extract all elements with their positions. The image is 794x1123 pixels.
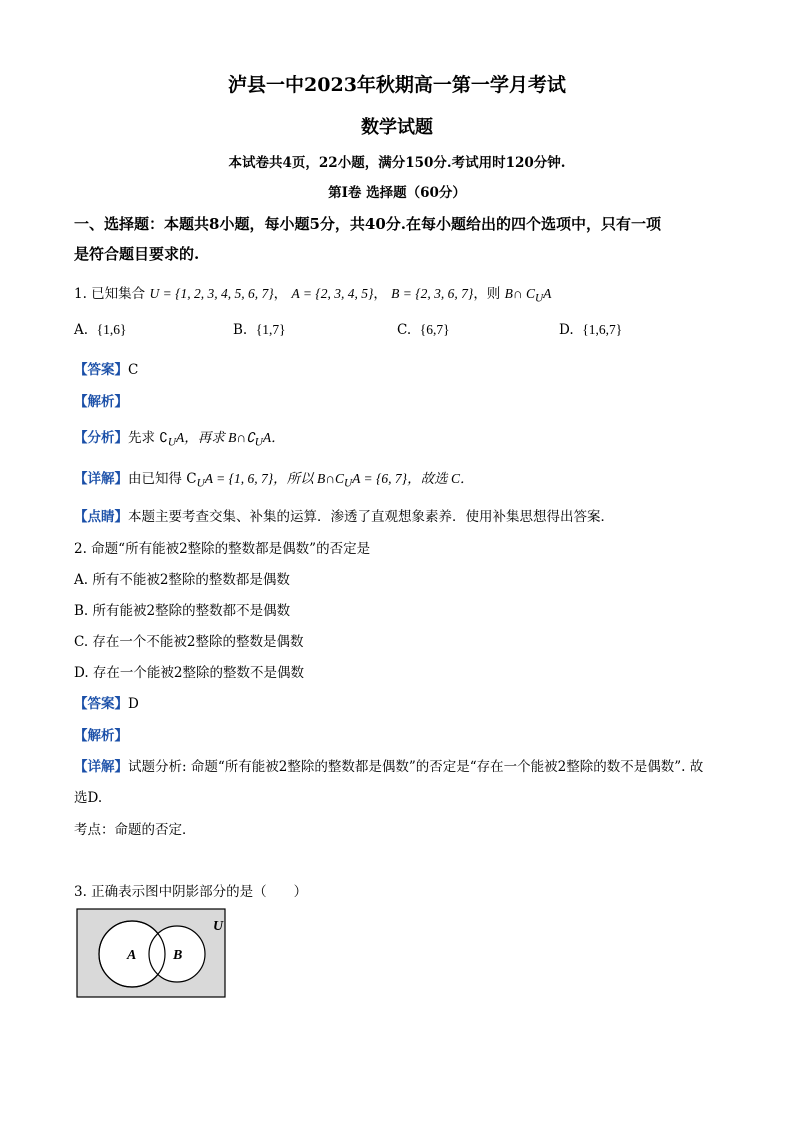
q2-option-a[interactable]: A. 所有不能被2整除的整数都是偶数	[74, 572, 290, 588]
question-2: 2. 命题“所有能被2整除的整数都是偶数”的否定是	[74, 541, 371, 557]
q1-option-c[interactable]: C. {6,7}	[397, 322, 450, 338]
q1-option-d[interactable]: D. {1,6,7}	[559, 322, 623, 338]
exam-info: 本试卷共4页，22小题，满分150分.考试用时120分钟.	[228, 155, 566, 171]
q1-fenxi: 【分析】先求 $∁_UA$，再求 $B\cap∁_UA$．	[74, 430, 285, 449]
section-heading-cont: 是符合题目要求的.	[74, 245, 200, 263]
q2-option-b[interactable]: B. 所有能被2整除的整数都不是偶数	[74, 603, 291, 619]
q1-set-u: U = {1, 2, 3, 4, 5, 6, 7}	[149, 286, 274, 301]
q1-set-a: A = {2, 3, 4, 5}	[291, 286, 374, 301]
q1-answer	[74, 358, 138, 378]
section-heading: 一、选择题：本题共8小题，每小题5分，共40分.在每小题给出的四个选项中，只有一项	[74, 215, 661, 233]
page-title: 泸县一中2023年秋期高一第一学月考试	[228, 74, 566, 96]
venn-label-u: U	[213, 919, 224, 934]
q2-kaodian: 考点：命题的否定．	[74, 822, 196, 838]
q2-analysis-tag: 【解析】	[74, 728, 128, 744]
q1-set-b: B = {2, 3, 6, 7}	[391, 286, 474, 301]
q1-expression: B∩ $C_UA$	[504, 286, 552, 305]
page-subtitle: 数学试题	[361, 117, 433, 138]
q1-detail: 【详解】由已知得 $C_UA = \{1$, 6, 7}，所以 $B\cap C_UA = \{6$, 7}，故选 C．	[74, 471, 474, 490]
q1-option-a[interactable]: A. {1,6}	[74, 322, 127, 338]
question-1: 1. 已知集合 U = {1, 2, 3, 4, 5, 6, 7}， A = {2, 3, 4, 5}， B = {2, 3, 6, 7}，则 B∩ $C_UA$	[74, 286, 552, 305]
venn-label-a: A	[127, 948, 137, 963]
answer-tag: 【答案】	[74, 362, 128, 378]
q1-prefix: 1. 已知集合	[74, 286, 146, 302]
q2-option-d[interactable]: D. 存在一个能被2整除的整数不是偶数	[74, 665, 305, 681]
q1-option-b[interactable]: B. {1,7}	[233, 322, 286, 338]
q1-analysis-tag: 【解析】	[74, 394, 128, 410]
q1-ask: ，则	[473, 286, 501, 302]
venn-diagram	[76, 908, 226, 998]
q2-detail: 【详解】试题分析: 命题“所有能被2整除的整数都是偶数”的否定是“存在一个能被2整除的数不是偶数”. 故	[74, 759, 704, 775]
answer-value: C	[128, 362, 139, 378]
venn-label-b: B	[173, 948, 183, 963]
q2-answer: 【答案】D	[74, 696, 139, 712]
q2-detail-cont: 选D.	[74, 790, 103, 806]
question-3: 3. 正确表示图中阴影部分的是（ ）	[74, 884, 308, 900]
q2-option-c[interactable]: C. 存在一个不能被2整除的整数是偶数	[74, 634, 304, 650]
q1-note: 【点睛】本题主要考查交集、补集的运算．渗透了直观想象素养．使用补集思想得出答案．	[74, 509, 614, 525]
part-heading: 第I卷 选择题（60分）	[328, 185, 466, 201]
